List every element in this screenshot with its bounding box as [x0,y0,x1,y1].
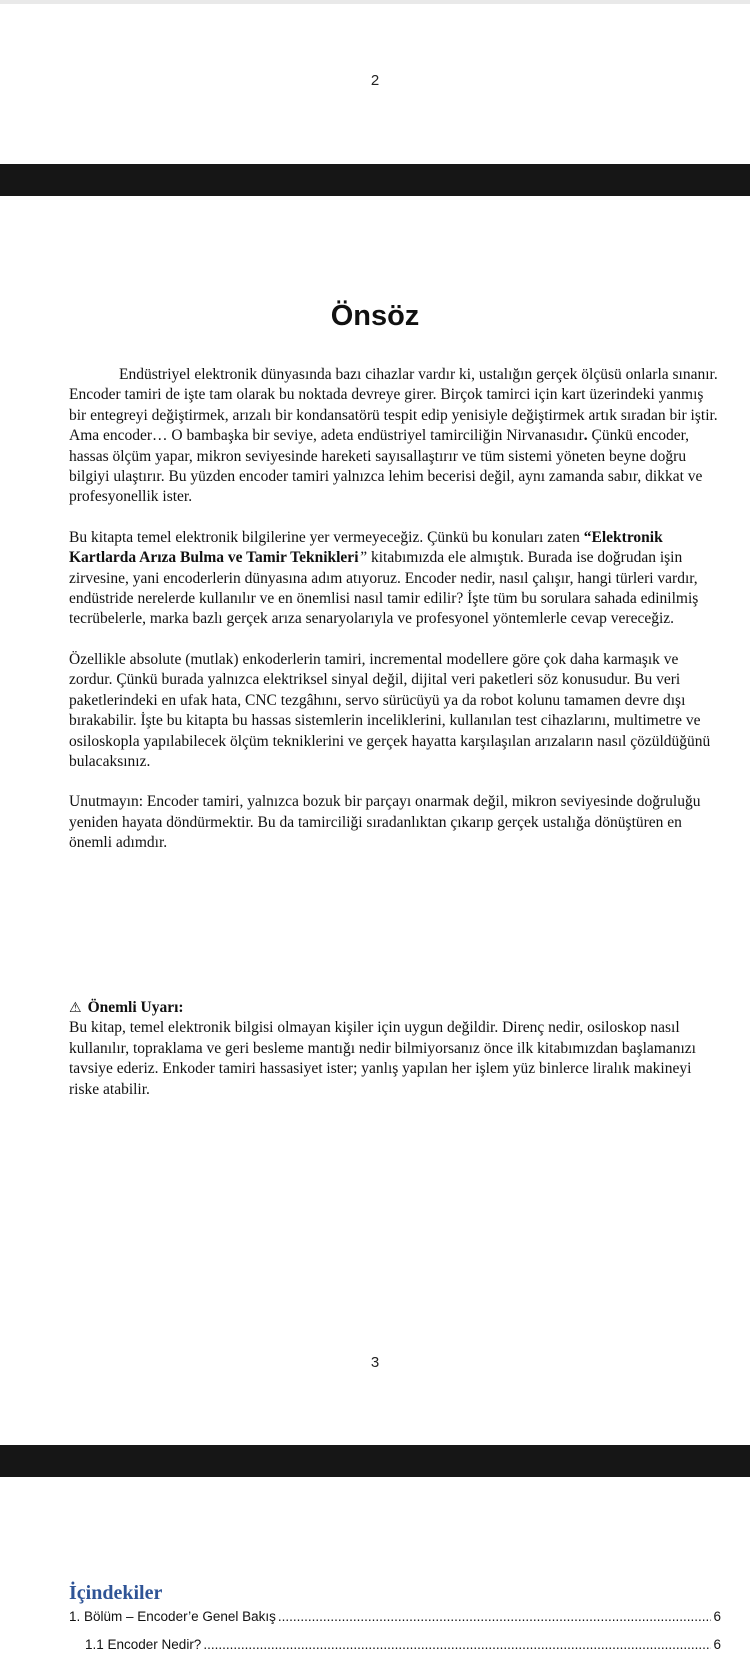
warning-box [69,998,719,1100]
warning-title: ⚠ Önemli Uyarı: [69,998,719,1018]
paragraph-3: Özellikle absolute (mutlak) enkoderlerin tamiri, incremental modellere göre çok daha karmaşık ve zordur. Çünkü burada yalnızca elektriksel sinyal değil, dijital veri paketleri söz konusudur. Bu veri paketlerindeki en ufak hata, CNC tezgâhını, servo sürücüyü ya da robot kolunu tamamen devre dışı bırakabilir. İşte bu kitapta bu hassas sistemlerin inceliklerini, kullanılan test cihazlarını, multimetre ve osiloskopla yapılabilecek ölçüm tekniklerini ve gerçek hayatta karşılaşılan arızaların nasıl çözüldüğünü bulacaksınız. [69,650,711,770]
warning-text: Bu kitap, temel elektronik bilgisi olmayan kişiler için uygun değildir. Direnç nedir, osiloskop nasıl kullanılır, topraklama ve geri besleme mantığı nedir bilmiyorsanız önce ilk kitabımızdan başlamanızı tavsiye ederiz. Enkoder tamiri hassasiyet ister; yanlış yapılan her işlem yüz binlerce liralık makineyi riske atabilir. [69,1019,696,1098]
toc-entry[interactable] [69,1609,721,1637]
toc-leader-dots [278,1609,712,1624]
page-separator [0,164,750,196]
page-number: 2 [370,72,380,89]
toc-title: İçindekiler [69,1582,163,1604]
preface-body [69,365,719,874]
toc-entry-page: 6 [713,1637,721,1652]
paragraph-1: Endüstriyel elektronik dünyasında bazı cihazlar vardır ki, ustalığın gerçek ölçüsü onlarla sınanır. Encoder tamiri de işte tam olarak bu noktada devreye girer. Birçok tamirci için kart üzerindeki yanmış bir entegreyi değiştirmek, arızalı bir kondansatörü tespit edip yenisiyle değiştirmek artık sıradan bir iştir. Ama encoder… O bambaşka bir seviye, adeta endüstriyel tamirciliğin Nirvanasıdır. Çünkü encoder, hassas ölçüm yapar, mikron seviyesinde hareketi sayısallaştırır ve tüm sistemi yöneten beyne doğru bilgiyi ulaştırır. Bu yüzden encoder tamiri yalnızca lehim becerisi değil, aynı zamanda sabır, dikkat ve profesyonellik ister. [69,366,718,506]
table-of-contents [69,1582,721,1665]
top-edge [0,0,750,4]
warning-icon: ⚠ [69,1000,82,1016]
toc-leader-dots [203,1637,711,1652]
paragraph-2: Bu kitapta temel elektronik bilgilerine yer vermeyeceğiz. Çünkü bu konuları zaten “Elektronik Kartlarda Arıza Bulma ve Tamir Teknikleri” kitabımızda ele almıştık. Burada ise doğrudan işin zirvesine, yani encoderlerin dünyasına adım atıyoruz. Encoder nedir, nasıl çalışır, hangi türleri vardır, endüstride nerelerde kullanılır ve en önemlisi nasıl tamir edilir? İşte tüm bu sorulara sahada edinilmiş tecrübelerle, marka bazlı gerçek arıza senaryolarıyla ve profesyonel yöntemlerle cevap vereceğiz. [69,528,699,628]
paragraph-4: Unutmayın: Encoder tamiri, yalnızca bozuk bir parçayı onarmak değil, mikron seviyesinde doğruluğu yeniden hayata döndürmektir. Bu da tamirciliği sıradanlıktan çıkarıp gerçek ustalığa dönüştüren en önemli adımdır. [69,793,701,852]
page-separator [0,1445,750,1477]
toc-entry-label: 1.1 Encoder Nedir? [85,1637,202,1652]
page-title: Önsöz [330,300,420,332]
page-number: 3 [370,1354,380,1371]
toc-entry-page: 6 [713,1609,721,1624]
toc-entry-label: 1. Bölüm – Encoder’e Genel Bakış [69,1609,276,1624]
book-title: “Elektronik Kartlarda Arıza Bulma ve Tamir Teknikleri [69,528,663,567]
toc-entry[interactable] [69,1637,721,1665]
